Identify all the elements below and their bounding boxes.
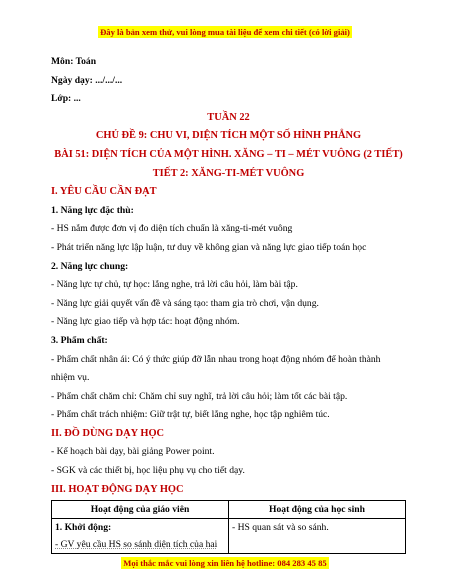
list-item: - Kế hoạch bài dạy, bài giảng Power point. — [51, 446, 215, 458]
class-line: Lớp: ... — [51, 93, 81, 105]
list-item: - Phát triển năng lực lập luận, tư duy về không gian và năng lực giao tiếp toán học — [51, 241, 367, 253]
week-title: TUẦN 22 — [207, 111, 250, 123]
table-row — [52, 519, 406, 554]
table-header-row — [52, 501, 406, 519]
section-2-heading: II. ĐỒ DÙNG DẠY HỌC — [51, 427, 165, 439]
activities-table — [51, 500, 406, 554]
teacher-activity-text: - GV yêu cầu HS so sánh diện tích của hai — [55, 539, 218, 551]
list-item: - Năng lực giải quyết vấn đề và sáng tạo: tham gia trò chơi, vận dụng. — [51, 297, 319, 309]
lesson-title: BÀI 51: DIỆN TÍCH CỦA MỘT HÌNH. XĂNG – TI – MÉT VUÔNG (2 TIẾT) — [54, 148, 403, 160]
list-item: - Phẩm chất nhân ái: Có ý thức giúp đỡ lẫn nhau trong hoạt động nhóm để hoàn thành nhiệm vụ. — [51, 353, 381, 384]
warmup-title: 1. Khởi động: — [55, 522, 112, 534]
topic-title: CHỦ ĐỀ 9: CHU VI, DIỆN TÍCH MỘT SỐ HÌNH PHẲNG — [95, 130, 362, 142]
period-title: TIẾT 2: XĂNG-TI-MÉT VUÔNG — [152, 167, 305, 179]
hotline-banner — [0, 553, 450, 571]
list-item: - Năng lực tự chủ, tự học: lắng nghe, trả lời câu hỏi, làm bài tập. — [51, 279, 298, 291]
date-line: Ngày dạy: .../.../... — [51, 74, 123, 86]
subject-line: Môn: Toán — [51, 56, 97, 67]
list-item: - Năng lực giao tiếp và hợp tác: hoạt động nhóm. — [51, 316, 240, 328]
list-item: - Phẩm chất trách nhiệm: Giữ trật tự, biết lắng nghe, học tập nghiêm túc. — [51, 409, 330, 421]
section-1-sub1: 1. Năng lực đặc thù: — [51, 204, 134, 216]
teacher-cell — [52, 519, 229, 554]
list-item: - Phẩm chất chăm chỉ: Chăm chỉ suy nghĩ, trả lời câu hỏi; làm tốt các bài tập. — [51, 390, 348, 402]
student-activity-text: - HS quan sát và so sánh. — [232, 522, 329, 534]
document-body — [51, 53, 406, 554]
preview-banner-text: Đây là bản xem thử, vui lòng mua tài liệu để xem chi tiết (có lời giải) — [100, 27, 350, 37]
hotline-banner-text: Mọi thắc mắc vui lòng xin liên hệ hotline: 084 283 45 85 — [123, 558, 327, 568]
preview-banner — [0, 22, 450, 40]
section-1-sub3: 3. Phẩm chất: — [51, 334, 108, 346]
section-1-sub2: 2. Năng lực chung: — [51, 260, 129, 272]
list-item: - HS nắm được đơn vị đo diện tích chuẩn là xăng-ti-mét vuông — [51, 223, 293, 235]
teacher-column-header: Hoạt động của giáo viên — [52, 501, 229, 519]
student-column-header: Hoạt động của học sinh — [229, 501, 406, 519]
student-cell — [229, 519, 406, 554]
section-3-heading: III. HOẠT ĐỘNG DẠY HỌC — [51, 483, 184, 495]
list-item: - SGK và các thiết bị, học liệu phụ vụ cho tiết dạy. — [51, 465, 245, 477]
section-1-heading: I. YÊU CẦU CẦN ĐẠT — [51, 186, 157, 198]
